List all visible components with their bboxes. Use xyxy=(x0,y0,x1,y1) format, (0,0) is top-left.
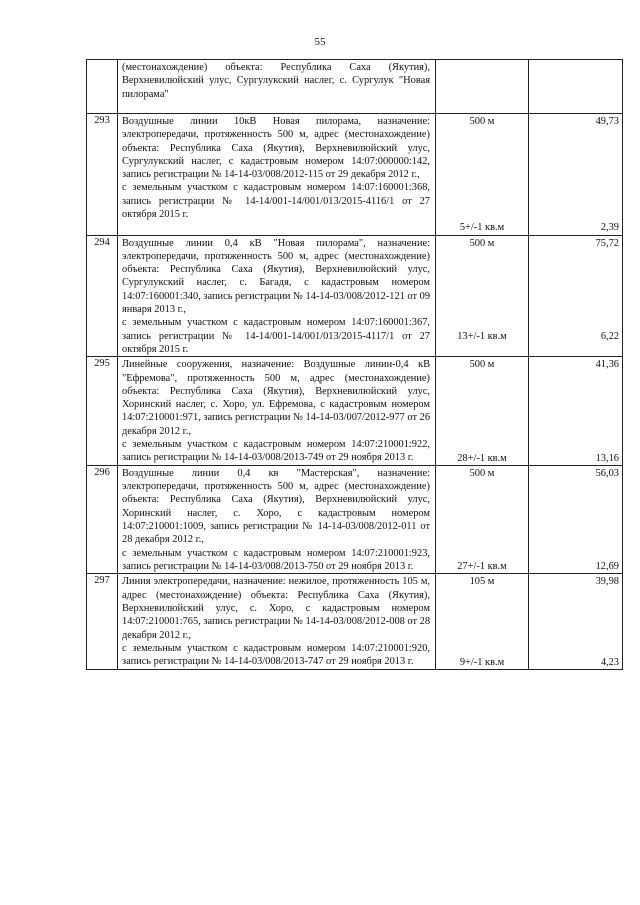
row-number-cell: 295 xyxy=(87,357,118,466)
land-value: 12,69 xyxy=(595,561,619,573)
row-quantity-cell xyxy=(436,357,529,466)
row-number-cell: 293 xyxy=(87,114,118,236)
row-description-cell xyxy=(118,235,436,357)
row-value-cell xyxy=(529,574,623,670)
land-plot-description: с земельным участком с кадастровым номером 14:07:160001:368, запись регистрации № 14-14/001-14/001/013/2015-4116/1 от 27 октября 2015 г. xyxy=(122,182,430,221)
table-row xyxy=(87,465,623,574)
page-number: 55 xyxy=(314,36,326,48)
row-number-cell: 296 xyxy=(87,465,118,574)
row-quantity-cell xyxy=(436,574,529,670)
spacer xyxy=(436,250,528,330)
land-plot-description: с земельным участком с кадастровым номером 14:07:210001:923, запись регистрации № 14-14-03/008/2013-750 от 29 ноября 2013 г. xyxy=(122,547,430,572)
table-row xyxy=(87,357,623,466)
table-row xyxy=(87,114,623,236)
land-value: 13,16 xyxy=(595,452,619,464)
object-description: Линия электропередачи, назначение: нежилое, протяженность 105 м, адрес (местонахождение) объекта: Республика Саха (Якутия), Верхневилюйский улус, с. Хоро, с кадастровым номером 14:07:210001:765, запись регистрации № 14-14-03/008/2012-008 от 28 декабря 2012 г., xyxy=(122,576,431,641)
object-description: Линейные сооружения, назначение: Воздушные линии-0,4 кВ "Ефремова", протяженность 500 м, адрес (местонахождение) объекта: Республика Саха (Якутия), Верхневилюйский улус, Хоринский наслег, с. Хоро, ул. Ефремова, с кадастровым номером 14:07:210001:971, запись регистрации № 14-14-03/007/2012-977 от 26 декабря 2012 г., xyxy=(122,359,431,437)
row-description-cell xyxy=(118,60,436,114)
spacer xyxy=(436,372,528,452)
row-description-text: (местонахождение) объекта: Республика Саха (Якутия), Верхневилюйский улус, Сургулукский наслег, с. Сургулук "Новая пилорама" xyxy=(122,62,430,100)
row-number-cell: 297 xyxy=(87,574,118,670)
land-area: 28+/-1 кв.м xyxy=(457,452,507,464)
land-area: 13+/-1 кв.м xyxy=(457,330,507,342)
spacer xyxy=(436,589,528,656)
land-value: 2,39 xyxy=(600,222,619,234)
object-length: 500 м xyxy=(469,116,495,127)
row-quantity-cell xyxy=(436,60,529,114)
spacer xyxy=(529,372,619,452)
property-register-table xyxy=(86,59,623,670)
row-value-cell xyxy=(529,235,623,357)
object-description: Воздушные линии 0,4 кв "Мастерская", назначение: электропередачи, протяженность 500 м, адрес (местонахождение) объекта: Республика Саха (Якутия), Верхневилюйский улус, Хоринский наслег, с. Хоро, с кадастровым номером 14:07:210001:1009, запись регистрации № 14-14-03/008/2012-011 от 28 декабря 2012 г., xyxy=(122,467,430,546)
table-row xyxy=(87,574,623,670)
row-quantity-cell xyxy=(436,235,529,357)
land-area: 5+/-1 кв.м xyxy=(459,222,505,234)
object-value: 56,03 xyxy=(595,467,619,479)
object-length: 500 м xyxy=(469,359,495,371)
table-row xyxy=(87,235,623,357)
land-plot-description: с земельным участком с кадастровым номером 14:07:160001:367, запись регистрации № 14-14/001-14/001/013/2015-4117/1 от 27 октября 2015 г. xyxy=(122,317,430,355)
spacer xyxy=(436,128,528,221)
row-number-cell xyxy=(87,60,118,114)
row-value-cell xyxy=(529,60,623,114)
row-quantity-cell xyxy=(436,114,529,236)
object-value: 41,36 xyxy=(595,359,619,371)
table-row-continuation xyxy=(87,60,623,114)
object-value: 39,98 xyxy=(595,576,619,588)
object-length: 500 м xyxy=(469,237,495,249)
object-length: 500 м xyxy=(469,467,495,479)
row-quantity-cell xyxy=(436,465,529,574)
land-value: 4,23 xyxy=(600,656,619,668)
row-description-cell xyxy=(118,574,436,670)
land-plot-description: с земельным участком с кадастровым номером 14:07:210001:920, запись регистрации № 14-14-03/008/2013-747 от 29 ноября 2013 г. xyxy=(122,642,430,668)
object-length: 105 м xyxy=(469,576,495,588)
row-value-cell xyxy=(529,465,623,574)
spacer xyxy=(529,250,619,330)
spacer xyxy=(529,480,619,560)
row-description-cell xyxy=(118,114,436,236)
land-value: 6,22 xyxy=(600,330,619,342)
spacer xyxy=(436,480,528,560)
row-description-cell xyxy=(118,465,436,574)
object-value: 75,72 xyxy=(595,237,619,249)
object-description: Воздушные линии 0,4 кВ "Новая пилорама", назначение: электропередачи, протяженность 500 м, адрес (местонахождение) объекта: Республика Саха (Якутия), Верхневилюйский улус, Сургулукский наслег, с. Багадя, с кадастровым номером 14:07:160001:340, запись регистрации № 14-14-03/008/2012-121 от 09 января 2013 г., xyxy=(122,237,431,316)
object-description: Воздушные линии 10кВ Новая пилорама, назначение: электропередачи, протяженность 500 м, адрес (местонахождение) объекта: Республика Саха (Якутия), Верхневилюйский улус, Сургулукский наслег, с кадастровым номером 14:07:000000:142, запись регистрации № 14-14-03/008/2012-115 от 29 декабря 2012 г., xyxy=(122,116,430,181)
row-number-cell: 294 xyxy=(87,235,118,357)
land-area: 27+/-1 кв.м xyxy=(457,561,507,573)
object-value: 49,73 xyxy=(595,116,619,127)
row-description-cell xyxy=(118,357,436,466)
spacer xyxy=(529,589,619,656)
row-value-cell xyxy=(529,357,623,466)
spacer xyxy=(529,128,619,221)
land-area: 9+/-1 кв.м xyxy=(459,656,505,668)
row-value-cell xyxy=(529,114,623,236)
land-plot-description: с земельным участком с кадастровым номером 14:07:210001:922, запись регистрации № 14-14-03/008/2013-749 от 29 ноября 2013 г. xyxy=(122,439,430,464)
